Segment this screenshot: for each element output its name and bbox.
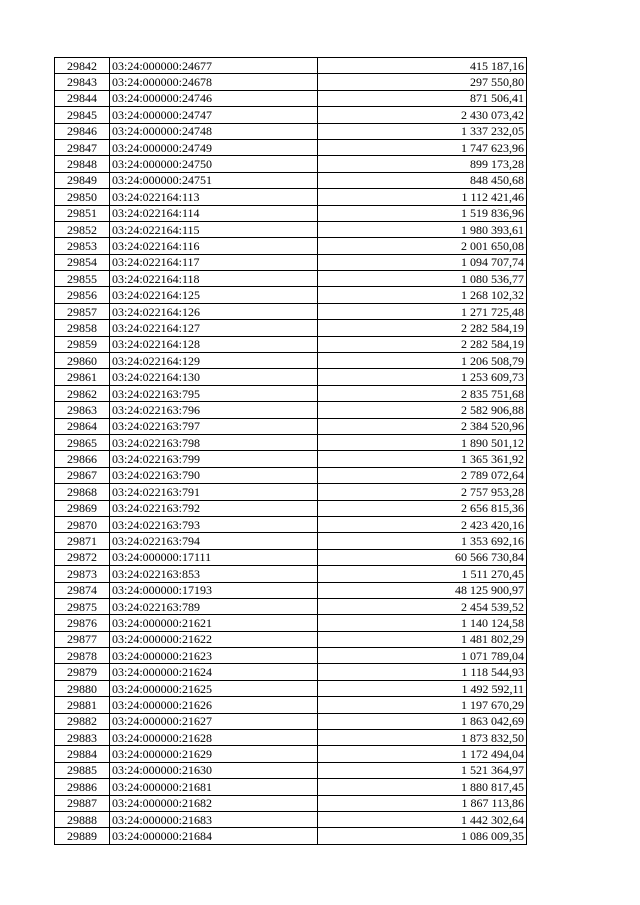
cadastral-number-cell: 03:24:022164:129 <box>110 353 318 369</box>
table-row <box>55 516 527 532</box>
table-row <box>55 303 527 319</box>
cadastral-value-cell: 1 112 421,46 <box>318 189 527 205</box>
table-row <box>55 680 527 696</box>
cadastral-value-cell: 2 282 584,19 <box>318 336 527 352</box>
cadastral-value-cell: 1 519 836,96 <box>318 205 527 221</box>
table-row <box>55 713 527 729</box>
cadastral-number-cell: 03:24:000000:21683 <box>110 811 318 827</box>
table-row <box>55 205 527 221</box>
cadastral-value-cell: 2 835 751,68 <box>318 385 527 401</box>
cadastral-value-cell: 1 442 302,64 <box>318 811 527 827</box>
row-number-cell: 29872 <box>55 549 110 565</box>
cadastral-number-cell: 03:24:022164:117 <box>110 254 318 270</box>
cadastral-value-cell: 1 118 544,93 <box>318 664 527 680</box>
cadastral-number-cell: 03:24:022164:127 <box>110 320 318 336</box>
table-row <box>55 664 527 680</box>
cadastral-number-cell: 03:24:022164:128 <box>110 336 318 352</box>
cadastral-number-cell: 03:24:022164:130 <box>110 369 318 385</box>
row-number-cell: 29846 <box>55 123 110 139</box>
cadastral-value-cell: 1 071 789,04 <box>318 648 527 664</box>
row-number-cell: 29879 <box>55 664 110 680</box>
row-number-cell: 29851 <box>55 205 110 221</box>
table-row <box>55 418 527 434</box>
row-number-cell: 29852 <box>55 221 110 237</box>
row-number-cell: 29843 <box>55 74 110 90</box>
cadastral-value-cell: 2 384 520,96 <box>318 418 527 434</box>
table-row <box>55 189 527 205</box>
cadastral-number-cell: 03:24:022163:793 <box>110 516 318 532</box>
table-row <box>55 434 527 450</box>
cadastral-number-cell: 03:24:000000:24678 <box>110 74 318 90</box>
table-row <box>55 500 527 516</box>
table-row <box>55 90 527 106</box>
table-row <box>55 631 527 647</box>
row-number-cell: 29850 <box>55 189 110 205</box>
table-row <box>55 779 527 795</box>
cadastral-number-cell: 03:24:022163:853 <box>110 566 318 582</box>
cadastral-value-cell: 2 757 953,28 <box>318 484 527 500</box>
table-row <box>55 762 527 778</box>
cadastral-value-cell: 1 511 270,45 <box>318 566 527 582</box>
table-row <box>55 172 527 188</box>
row-number-cell: 29880 <box>55 680 110 696</box>
cadastral-value-cell: 297 550,80 <box>318 74 527 90</box>
cadastral-number-cell: 03:24:000000:21682 <box>110 795 318 811</box>
table-row <box>55 648 527 664</box>
cadastral-number-cell: 03:24:000000:21621 <box>110 615 318 631</box>
table-row <box>55 156 527 172</box>
cadastral-number-cell: 03:24:000000:21681 <box>110 779 318 795</box>
table-row <box>55 369 527 385</box>
row-number-cell: 29860 <box>55 353 110 369</box>
cadastral-number-cell: 03:24:000000:24750 <box>110 156 318 172</box>
table-row <box>55 746 527 762</box>
row-number-cell: 29842 <box>55 58 110 74</box>
cadastral-value-cell: 415 187,16 <box>318 58 527 74</box>
row-number-cell: 29863 <box>55 402 110 418</box>
cadastral-number-cell: 03:24:000000:21684 <box>110 828 318 844</box>
table-row <box>55 828 527 844</box>
table-row <box>55 271 527 287</box>
table-row <box>55 221 527 237</box>
row-number-cell: 29885 <box>55 762 110 778</box>
row-number-cell: 29861 <box>55 369 110 385</box>
cadastral-number-cell: 03:24:000000:24677 <box>110 58 318 74</box>
cadastral-value-cell: 1 890 501,12 <box>318 434 527 450</box>
table-row <box>55 467 527 483</box>
cadastral-number-cell: 03:24:022163:794 <box>110 533 318 549</box>
cadastral-number-cell: 03:24:000000:17193 <box>110 582 318 598</box>
cadastral-value-cell: 1 080 536,77 <box>318 271 527 287</box>
row-number-cell: 29889 <box>55 828 110 844</box>
cadastral-number-cell: 03:24:022163:789 <box>110 598 318 614</box>
cadastral-number-cell: 03:24:022164:125 <box>110 287 318 303</box>
table-row <box>55 402 527 418</box>
table-row <box>55 58 527 74</box>
row-number-cell: 29871 <box>55 533 110 549</box>
table-row <box>55 533 527 549</box>
row-number-cell: 29882 <box>55 713 110 729</box>
cadastral-value-cell: 1 492 592,11 <box>318 680 527 696</box>
cadastral-number-cell: 03:24:022164:116 <box>110 238 318 254</box>
cadastral-value-cell: 2 789 072,64 <box>318 467 527 483</box>
table-row <box>55 549 527 565</box>
cadastral-value-cell: 848 450,68 <box>318 172 527 188</box>
cadastral-number-cell: 03:24:000000:21630 <box>110 762 318 778</box>
cadastral-value-cell: 2 430 073,42 <box>318 107 527 123</box>
row-number-cell: 29849 <box>55 172 110 188</box>
row-number-cell: 29877 <box>55 631 110 647</box>
cadastral-value-cell: 2 282 584,19 <box>318 320 527 336</box>
table-row <box>55 139 527 155</box>
cadastral-number-cell: 03:24:000000:24747 <box>110 107 318 123</box>
row-number-cell: 29855 <box>55 271 110 287</box>
cadastral-value-cell: 1 747 623,96 <box>318 139 527 155</box>
row-number-cell: 29869 <box>55 500 110 516</box>
cadastral-value-cell: 2 656 815,36 <box>318 500 527 516</box>
cadastral-value-cell: 1 353 692,16 <box>318 533 527 549</box>
cadastral-number-cell: 03:24:000000:21624 <box>110 664 318 680</box>
cadastral-value-cell: 1 863 042,69 <box>318 713 527 729</box>
cadastral-value-cell: 1 094 707,74 <box>318 254 527 270</box>
row-number-cell: 29868 <box>55 484 110 500</box>
cadastral-number-cell: 03:24:000000:21623 <box>110 648 318 664</box>
table-row <box>55 615 527 631</box>
row-number-cell: 29848 <box>55 156 110 172</box>
cadastral-number-cell: 03:24:000000:24749 <box>110 139 318 155</box>
cadastral-number-cell: 03:24:022164:114 <box>110 205 318 221</box>
cadastral-value-cell: 1 337 232,05 <box>318 123 527 139</box>
cadastral-number-cell: 03:24:000000:21625 <box>110 680 318 696</box>
row-number-cell: 29878 <box>55 648 110 664</box>
table-row <box>55 598 527 614</box>
cadastral-number-cell: 03:24:000000:21626 <box>110 697 318 713</box>
table-row <box>55 451 527 467</box>
table-row <box>55 385 527 401</box>
cadastral-value-cell: 1 873 832,50 <box>318 730 527 746</box>
table-row <box>55 254 527 270</box>
cadastral-number-cell: 03:24:022163:797 <box>110 418 318 434</box>
row-number-cell: 29856 <box>55 287 110 303</box>
cadastral-value-cell: 1 140 124,58 <box>318 615 527 631</box>
row-number-cell: 29858 <box>55 320 110 336</box>
cadastral-value-cell: 48 125 900,97 <box>318 582 527 598</box>
row-number-cell: 29866 <box>55 451 110 467</box>
cadastral-number-cell: 03:24:000000:17111 <box>110 549 318 565</box>
table-row <box>55 320 527 336</box>
table-row <box>55 238 527 254</box>
cadastral-number-cell: 03:24:022163:798 <box>110 434 318 450</box>
cadastral-value-cell: 1 880 817,45 <box>318 779 527 795</box>
row-number-cell: 29857 <box>55 303 110 319</box>
row-number-cell: 29881 <box>55 697 110 713</box>
cadastral-number-cell: 03:24:000000:21627 <box>110 713 318 729</box>
row-number-cell: 29887 <box>55 795 110 811</box>
cadastral-value-cell: 2 582 906,88 <box>318 402 527 418</box>
table-row <box>55 353 527 369</box>
table-row <box>55 484 527 500</box>
table-row <box>55 582 527 598</box>
cadastral-number-cell: 03:24:022164:126 <box>110 303 318 319</box>
row-number-cell: 29874 <box>55 582 110 598</box>
row-number-cell: 29867 <box>55 467 110 483</box>
cadastral-value-cell: 2 454 539,52 <box>318 598 527 614</box>
cadastral-value-cell: 1 271 725,48 <box>318 303 527 319</box>
cadastral-value-cell: 1 206 508,79 <box>318 353 527 369</box>
table-row <box>55 107 527 123</box>
cadastral-number-cell: 03:24:022163:791 <box>110 484 318 500</box>
table-row <box>55 697 527 713</box>
row-number-cell: 29883 <box>55 730 110 746</box>
row-number-cell: 29884 <box>55 746 110 762</box>
cadastral-value-cell: 1 086 009,35 <box>318 828 527 844</box>
row-number-cell: 29875 <box>55 598 110 614</box>
cadastral-number-cell: 03:24:022164:115 <box>110 221 318 237</box>
cadastral-number-cell: 03:24:000000:21629 <box>110 746 318 762</box>
cadastral-number-cell: 03:24:022163:795 <box>110 385 318 401</box>
row-number-cell: 29854 <box>55 254 110 270</box>
cadastral-value-cell: 1 867 113,86 <box>318 795 527 811</box>
table-row <box>55 730 527 746</box>
cadastral-number-cell: 03:24:000000:24746 <box>110 90 318 106</box>
cadastral-value-cell: 1 980 393,61 <box>318 221 527 237</box>
table-body <box>55 58 527 845</box>
row-number-cell: 29844 <box>55 90 110 106</box>
cadastral-value-cell: 871 506,41 <box>318 90 527 106</box>
table-row <box>55 336 527 352</box>
row-number-cell: 29862 <box>55 385 110 401</box>
row-number-cell: 29845 <box>55 107 110 123</box>
cadastral-number-cell: 03:24:022164:118 <box>110 271 318 287</box>
table-row <box>55 566 527 582</box>
table-row <box>55 74 527 90</box>
cadastral-number-cell: 03:24:022163:792 <box>110 500 318 516</box>
cadastral-value-table <box>54 57 527 845</box>
cadastral-value-cell: 1 365 361,92 <box>318 451 527 467</box>
cadastral-number-cell: 03:24:000000:21622 <box>110 631 318 647</box>
cadastral-value-cell: 899 173,28 <box>318 156 527 172</box>
cadastral-number-cell: 03:24:022163:799 <box>110 451 318 467</box>
cadastral-value-cell: 1 197 670,29 <box>318 697 527 713</box>
cadastral-value-cell: 1 521 364,97 <box>318 762 527 778</box>
table-row <box>55 795 527 811</box>
row-number-cell: 29886 <box>55 779 110 795</box>
row-number-cell: 29859 <box>55 336 110 352</box>
cadastral-number-cell: 03:24:000000:24751 <box>110 172 318 188</box>
row-number-cell: 29870 <box>55 516 110 532</box>
cadastral-number-cell: 03:24:000000:21628 <box>110 730 318 746</box>
cadastral-number-cell: 03:24:022163:790 <box>110 467 318 483</box>
table-row <box>55 287 527 303</box>
row-number-cell: 29853 <box>55 238 110 254</box>
row-number-cell: 29865 <box>55 434 110 450</box>
row-number-cell: 29873 <box>55 566 110 582</box>
row-number-cell: 29864 <box>55 418 110 434</box>
cadastral-number-cell: 03:24:000000:24748 <box>110 123 318 139</box>
row-number-cell: 29876 <box>55 615 110 631</box>
cadastral-value-cell: 1 172 494,04 <box>318 746 527 762</box>
table-row <box>55 123 527 139</box>
cadastral-value-cell: 60 566 730,84 <box>318 549 527 565</box>
cadastral-number-cell: 03:24:022163:796 <box>110 402 318 418</box>
table-row <box>55 811 527 827</box>
cadastral-value-cell: 1 253 609,73 <box>318 369 527 385</box>
row-number-cell: 29888 <box>55 811 110 827</box>
cadastral-number-cell: 03:24:022164:113 <box>110 189 318 205</box>
row-number-cell: 29847 <box>55 139 110 155</box>
cadastral-value-cell: 1 481 802,29 <box>318 631 527 647</box>
cadastral-value-cell: 1 268 102,32 <box>318 287 527 303</box>
cadastral-value-cell: 2 001 650,08 <box>318 238 527 254</box>
cadastral-value-cell: 2 423 420,16 <box>318 516 527 532</box>
